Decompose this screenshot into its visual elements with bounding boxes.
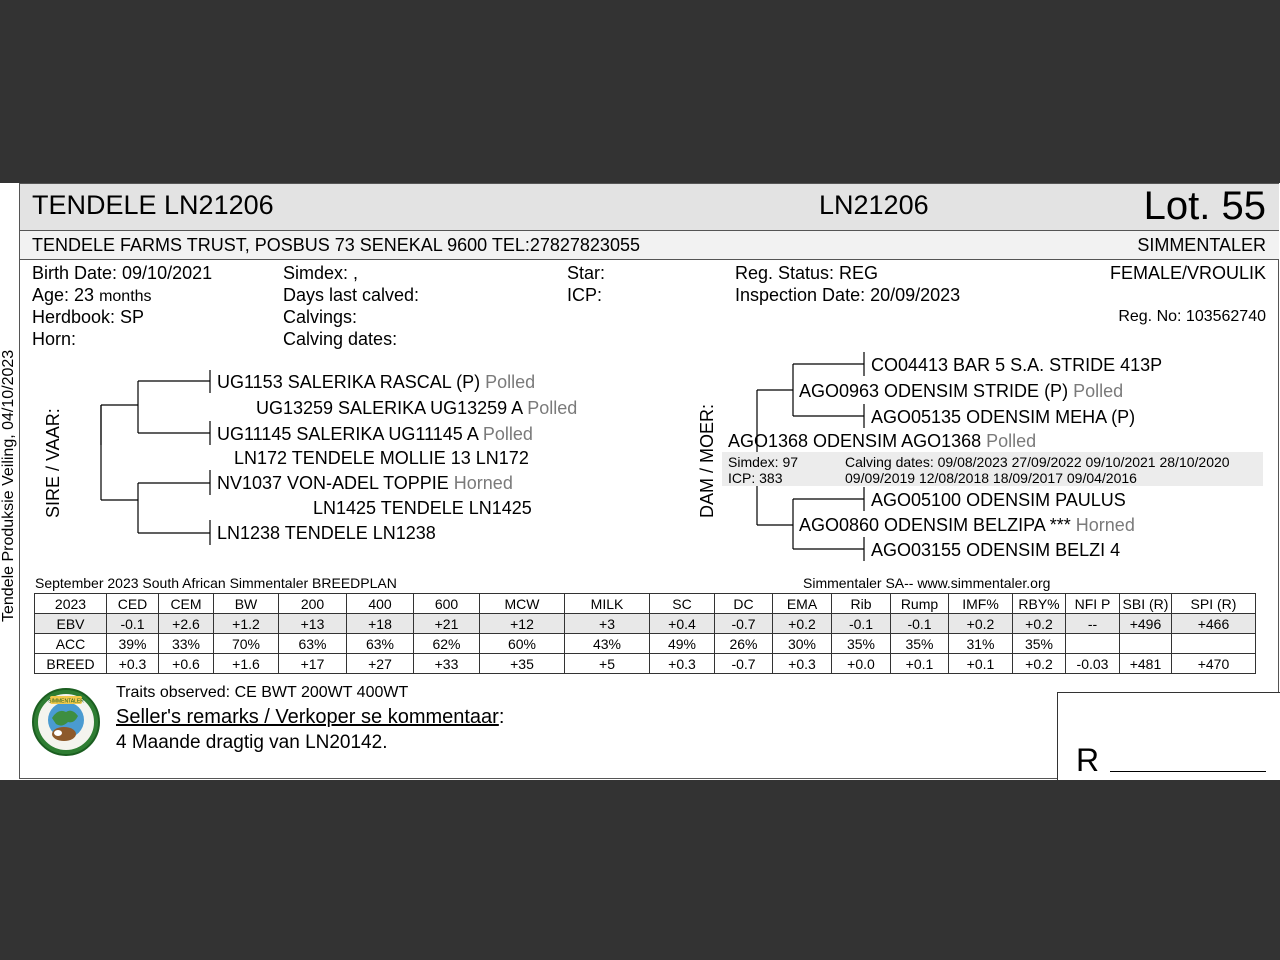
dam-label: DAM / MOER:	[697, 403, 717, 518]
table-cell: 35%	[1013, 634, 1066, 654]
column-header: RBY%	[1013, 594, 1066, 614]
table-cell: -0.1	[832, 614, 891, 634]
table-cell: 33%	[159, 634, 214, 654]
table-cell: -0.1	[891, 614, 949, 634]
sire-sire: UG13259 SALERIKA UG13259 A Polled	[256, 398, 578, 418]
dam: AGO1368 ODENSIM AGO1368 Polled	[728, 431, 1037, 451]
table-cell: --	[1066, 614, 1120, 634]
table-cell: +481	[1120, 654, 1172, 674]
table-cell: +0.2	[1013, 614, 1066, 634]
column-header: IMF%	[949, 594, 1013, 614]
table-cell: +0.2	[773, 614, 832, 634]
column-header: SC	[650, 594, 715, 614]
table-cell: 30%	[773, 634, 832, 654]
traits-observed: Traits observed: CE BWT 200WT 400WT	[116, 684, 409, 701]
table-cell: BREED	[35, 654, 107, 674]
table-cell: +2.6	[159, 614, 214, 634]
dam-dam-sire: AGO05100 ODENSIM PAULUS	[871, 490, 1126, 510]
sire: LN172 TENDELE MOLLIE 13 LN172	[234, 448, 529, 468]
table-cell: +3	[565, 614, 650, 634]
remarks-label: Seller's remarks / Verkoper se kommentaar:	[116, 706, 505, 728]
dam-dam: AGO0860 ODENSIM BELZIPA *** Horned	[799, 515, 1135, 535]
price-currency: R	[1076, 742, 1100, 778]
breedplan-title: September 2023 South African Simmentaler BREEDPLAN	[35, 575, 397, 591]
table-cell: +13	[279, 614, 347, 634]
table-cell: +35	[480, 654, 565, 674]
table-cell	[1120, 634, 1172, 654]
table-row-acc	[35, 634, 1256, 654]
herdbook: Herdbook: SP	[32, 307, 145, 327]
table-cell: +1.2	[214, 614, 279, 634]
table-cell: -0.7	[715, 614, 773, 634]
breedplan-source: Simmentaler SA-- www.simmentaler.org	[803, 575, 1051, 591]
days-last-calved: Days last calved:	[283, 285, 420, 305]
owner-info: TENDELE FARMS TRUST, POSBUS 73 SENEKAL 9600 TEL:27827823055	[32, 235, 640, 255]
table-cell: +12	[480, 614, 565, 634]
dam-sire: AGO0963 ODENSIM STRIDE (P) Polled	[799, 381, 1124, 401]
ebv-table	[34, 593, 1256, 674]
table-cell: +0.6	[159, 654, 214, 674]
table-cell: 31%	[949, 634, 1013, 654]
table-cell: 26%	[715, 634, 773, 654]
table-cell: -0.1	[107, 614, 159, 634]
star: Star:	[567, 263, 606, 283]
table-cell: +0.2	[1013, 654, 1066, 674]
dam-sire-dam: AGO05135 ODENSIM MEHA (P)	[871, 407, 1136, 427]
age: Age: 23 months	[32, 285, 152, 305]
table-cell: +1.6	[214, 654, 279, 674]
column-header: DC	[715, 594, 773, 614]
column-header: MILK	[565, 594, 650, 614]
column-header: 400	[347, 594, 414, 614]
table-cell: +0.3	[650, 654, 715, 674]
horn: Horn:	[32, 329, 77, 349]
table-row-breed	[35, 654, 1256, 674]
table-cell: +0.4	[650, 614, 715, 634]
price-line[interactable]	[1110, 771, 1266, 772]
table-cell: +5	[565, 654, 650, 674]
logo-text: SIMMENTALER	[48, 698, 84, 705]
table-cell: +0.2	[949, 614, 1013, 634]
remarks-text: 4 Maande dragtig van LN20142.	[116, 732, 388, 753]
table-cell: EBV	[35, 614, 107, 634]
table-cell: 70%	[214, 634, 279, 654]
sire-sire-sire: UG1153 SALERIKA RASCAL (P) Polled	[217, 372, 536, 392]
sire-dam-sire: NV1037 VON-ADEL TOPPIE Horned	[217, 473, 513, 493]
reg-status: Reg. Status: REG	[735, 263, 879, 283]
table-cell: -0.7	[715, 654, 773, 674]
column-header: NFI P	[1066, 594, 1120, 614]
table-cell: +0.3	[773, 654, 832, 674]
table-cell: +21	[414, 614, 480, 634]
column-header: Rib	[832, 594, 891, 614]
lot-number: Lot. 55	[1143, 184, 1266, 228]
id-code: LN21206	[819, 190, 929, 220]
table-cell: 43%	[565, 634, 650, 654]
table-cell: +0.0	[832, 654, 891, 674]
table-cell: +0.1	[949, 654, 1013, 674]
table-cell: +0.3	[107, 654, 159, 674]
table-cell: 60%	[480, 634, 565, 654]
sire-label: SIRE / VAAR:	[43, 408, 63, 518]
table-cell: +496	[1120, 614, 1172, 634]
dam-calving-dates-1: Calving dates: 09/08/2023 27/09/2022 09/10/2021 28/10/2020	[845, 454, 1230, 470]
birth-date: Birth Date: 09/10/2021	[32, 263, 213, 283]
animal-name: TENDELE LN21206	[32, 190, 274, 220]
table-cell: 39%	[107, 634, 159, 654]
table-cell: +27	[347, 654, 414, 674]
table-row-ebv	[35, 614, 1256, 634]
column-header: BW	[214, 594, 279, 614]
column-header: CEM	[159, 594, 214, 614]
icp: ICP:	[567, 285, 603, 305]
sire-dam-dam: LN1238 TENDELE LN1238	[217, 523, 436, 543]
dam-sire-sire: CO04413 BAR 5 S.A. STRIDE 413P	[871, 355, 1163, 375]
column-header: Rump	[891, 594, 949, 614]
dam-dam-dam: AGO03155 ODENSIM BELZI 4	[871, 540, 1121, 560]
column-header: 600	[414, 594, 480, 614]
simmentaler-logo	[32, 688, 100, 756]
sex: FEMALE/VROULIK	[1109, 263, 1266, 283]
dam-calving-dates-2: 09/09/2019 12/08/2018 18/09/2017 09/04/2016	[845, 470, 1137, 486]
table-cell: 62%	[414, 634, 480, 654]
table-cell: ACC	[35, 634, 107, 654]
column-header: CED	[107, 594, 159, 614]
table-cell: +470	[1172, 654, 1256, 674]
sire-dam: LN1425 TENDELE LN1425	[313, 498, 532, 518]
calving-dates: Calving dates:	[283, 329, 398, 349]
table-cell	[1066, 634, 1120, 654]
table-cell: 35%	[832, 634, 891, 654]
table-cell: +0.1	[891, 654, 949, 674]
table-cell: 35%	[891, 634, 949, 654]
breed-label: SIMMENTALER	[1137, 235, 1266, 255]
table-cell: +466	[1172, 614, 1256, 634]
dam-simdex: Simdex: 97	[728, 454, 799, 470]
side-label: Tendele Produksie Veiling, 04/10/2023	[0, 349, 17, 622]
calvings: Calvings:	[283, 307, 358, 327]
reg-no: Reg. No: 103562740	[1118, 308, 1266, 325]
table-cell: -0.03	[1066, 654, 1120, 674]
table-cell: 49%	[650, 634, 715, 654]
column-header: MCW	[480, 594, 565, 614]
column-header: EMA	[773, 594, 832, 614]
table-cell: 63%	[279, 634, 347, 654]
table-cell: +33	[414, 654, 480, 674]
inspection-date: Inspection Date: 20/09/2023	[735, 285, 961, 305]
table-cell	[1172, 634, 1256, 654]
dam-icp: ICP: 383	[728, 470, 783, 486]
table-header-row	[35, 594, 1256, 614]
table-cell: +17	[279, 654, 347, 674]
column-header: 200	[279, 594, 347, 614]
simdex: Simdex: ,	[283, 263, 359, 283]
sire-sire-dam: UG11145 SALERIKA UG11145 A Polled	[217, 424, 533, 444]
column-header: SPI (R)	[1172, 594, 1256, 614]
table-cell: 63%	[347, 634, 414, 654]
table-cell: +18	[347, 614, 414, 634]
column-header: 2023	[35, 594, 107, 614]
column-header: SBI (R)	[1120, 594, 1172, 614]
